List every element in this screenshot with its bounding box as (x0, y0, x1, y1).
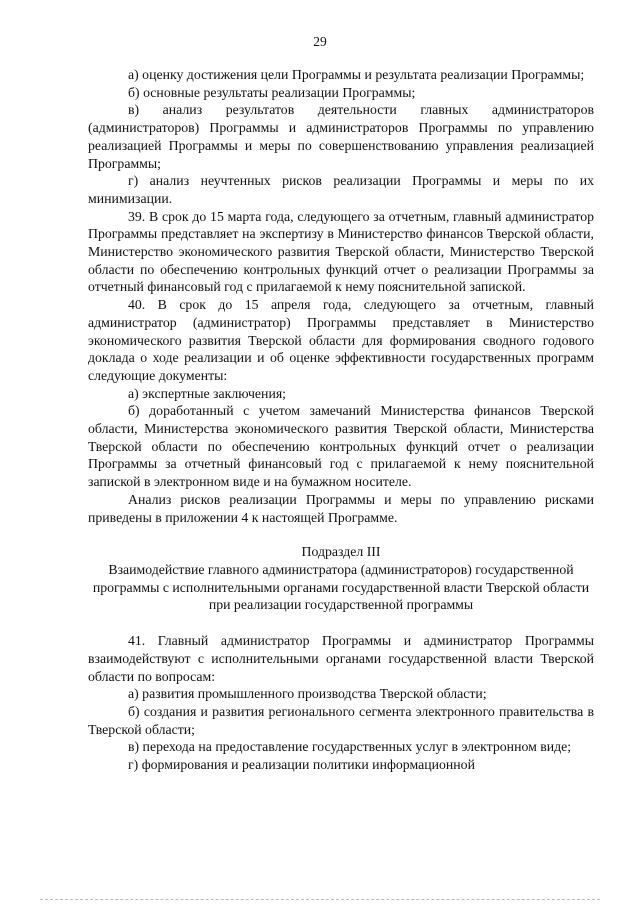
paragraph-40-item-b: б) доработанный с учетом замечаний Министерства финансов Тверской области, Министерства экономического развития Тверской области, Министерства Тверской области по обеспечению контрольных функций отчет о реализации Программы за отчетный финансовый год с прилагаемой к нему пояснительной запиской в электронном виде и на бумажном носителе. (88, 403, 594, 490)
paragraph-40-item-a: а) экспертные заключения; (128, 385, 287, 401)
paragraph-39: 39. В срок до 15 марта года, следующего за отчетным, главный администратор Программы представляет на экспертизу в Министерство финансов Тверской области, Министерство экономического развития Тверской области, Министерство Тверской области по обеспечению контрольных функций отчет о реализации Программы за отчетный финансовый год с прилагаемой к нему пояснительной запиской. (88, 208, 594, 295)
paragraph-41-item-b: б) создания и развития регионального сегмента электронного правительства в Тверской области; (88, 703, 594, 737)
paragraph-risk-analysis: Анализ рисков реализации Программы и меры по управлению рисками приведены в приложении 4 к настоящей Программе. (88, 491, 594, 525)
document-body (88, 66, 594, 774)
scan-edge-line (40, 899, 600, 900)
paragraph-40: 40. В срок до 15 апреля года, следующего за отчетным, главный администратор (администратор) Программы представляет в Министерство экономического развития Тверской области для формирования сводного годового доклада о ходе реализации и об оценке эффективности государственных программ следующие документы: (88, 297, 594, 383)
paragraph-41-item-v: в) перехода на предоставление государственных услуг в электронном виде; (128, 739, 572, 755)
paragraph-item-a: а) оценку достижения цели Программы и результата реализации Программы; (128, 67, 585, 82)
paragraph-item-g: г) анализ неучтенных рисков реализации Программы и меры по их минимизации. (88, 173, 594, 206)
spacer (88, 526, 594, 543)
paragraph-item-v: в) анализ результатов деятельности главных администраторов (администраторов) Программы и администраторов Программы по управлению реализацией Программы и меры по совершенствованию управления реализацией Программы; (88, 102, 594, 171)
paragraph-item-b: б) основные результаты реализации Программы; (128, 84, 416, 100)
paragraph-41-item-a: а) развития промышленного производства Тверской области; (128, 686, 487, 702)
paragraph-41-item-g: г) формирования и реализации политики информационной (128, 757, 475, 773)
page-number: 29 (313, 34, 327, 49)
section-title: Взаимодействие главного администратора (администраторов) государственной программы с исполнительными органами государственной власти Тверской области при реализации государственной программы (92, 561, 590, 613)
paragraph-41: 41. Главный администратор Программы и администратор Программы взаимодействуют с исполнительными органами государственной власти Тверской области по вопросам: (88, 633, 594, 684)
section-label: Подраздел III (301, 544, 381, 560)
spacer (88, 614, 594, 632)
